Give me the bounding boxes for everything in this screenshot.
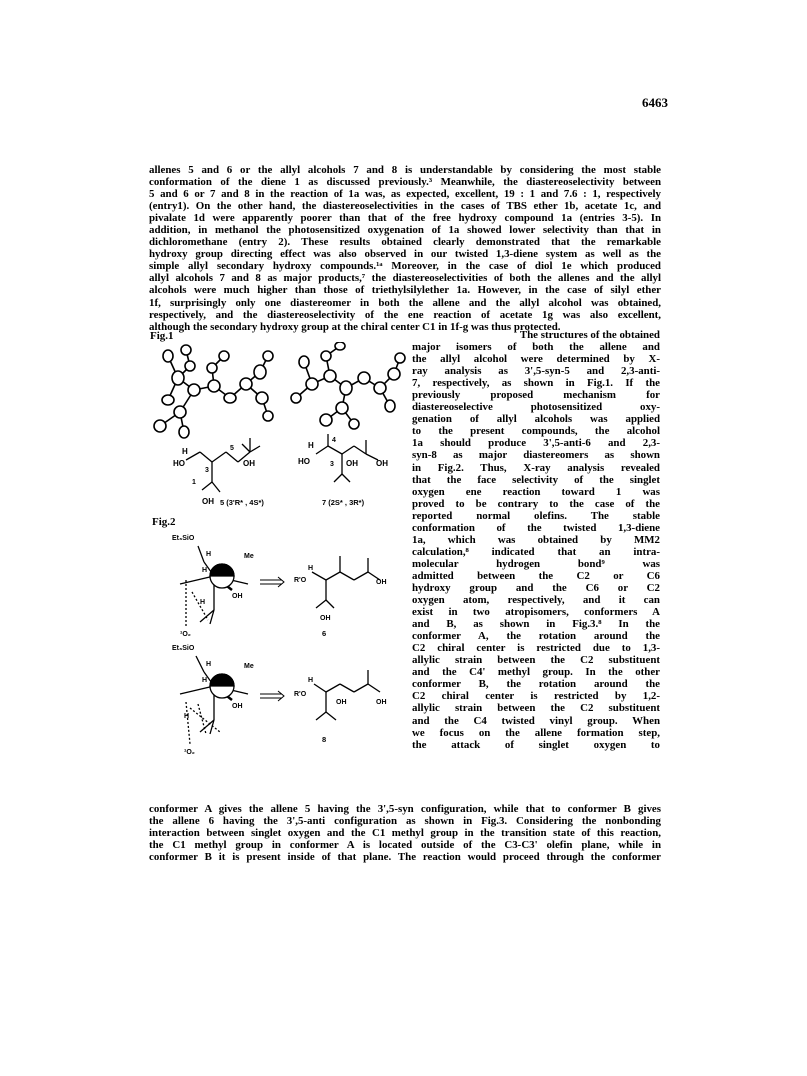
text-line: that the face selectivity of the singlet bbox=[412, 473, 660, 486]
text-line: allylic strain between the C2 substituent bbox=[412, 654, 660, 667]
conformer-top bbox=[180, 546, 248, 628]
text-line: conformation of the twisted 1,3-diene bbox=[412, 521, 660, 534]
label-oh: OH bbox=[232, 703, 243, 710]
text-line: 1a, which was obtained by MM2 bbox=[412, 533, 660, 546]
ortep-diagram-left bbox=[154, 345, 273, 438]
label-tes: Et₃SiO bbox=[172, 535, 195, 542]
label-oh: OH bbox=[320, 615, 331, 622]
text-line: interaction between singlet oxygen and the C1 methyl group in the transition state of this reaction, bbox=[149, 827, 661, 840]
text-line: C2 chiral center is restricted due to 1,3- bbox=[412, 642, 660, 655]
text-line: dichloromethane (entry 2). These results obtained clearly demonstrated that the remarkable bbox=[149, 236, 661, 249]
text-line: allyl alcohols 7 and 8 as major products,⁷ the diastereoselectivities of both the allenes and the allyl bbox=[149, 272, 661, 285]
label-3: 3 bbox=[330, 461, 334, 468]
label-h: H bbox=[206, 661, 212, 668]
product-6-structure bbox=[312, 556, 380, 608]
figure-1-label: Fig.1 bbox=[150, 330, 174, 342]
paragraph-right-column bbox=[412, 329, 660, 751]
text-line: allylic strain between the C2 substituent bbox=[412, 702, 660, 715]
label-h: H bbox=[200, 599, 206, 606]
text-line: the attack of singlet oxygen to bbox=[412, 738, 660, 751]
reaction-arrow bbox=[260, 577, 284, 587]
text-line: genation of allyl alcohols was applied bbox=[412, 413, 660, 426]
text-line: the C1 methyl group in conformer A is located outside of the C3-C3' olefin plane, while in bbox=[149, 839, 661, 852]
text-line: alcohols were much higher than those of triethylsilylether 1a. However, in the case of silyl ether bbox=[149, 284, 661, 297]
text-line: calculation,⁸ indicated that an intra- bbox=[412, 545, 660, 558]
text-line: in Fig.2. Thus, X-ray analysis revealed bbox=[412, 461, 660, 474]
label-h: H bbox=[308, 565, 314, 572]
text-line: conformation of the diene 1 as discussed previously.³ Meanwhile, the diastereoselectivity between bbox=[149, 176, 661, 189]
label-4: 4 bbox=[332, 437, 336, 444]
label-oh: OH bbox=[346, 459, 358, 468]
text-line: molecular hydrogen bond⁹ was bbox=[412, 557, 660, 570]
text-line: conformer A, the rotation around the bbox=[412, 630, 660, 643]
text-line: addition, in methanol the photosensitized oxygenation of 1a showed lower selectivity than that in bbox=[149, 224, 661, 237]
conformer-bottom bbox=[180, 656, 248, 744]
reaction-arrow bbox=[260, 691, 284, 701]
text-line: and the C4 twisted vinyl group. When bbox=[412, 714, 660, 727]
text-line: proved to be contrary to the case of the bbox=[412, 497, 660, 510]
label-h: H bbox=[308, 441, 314, 450]
label-3: 3 bbox=[205, 467, 209, 474]
compound-8: 8 bbox=[322, 735, 327, 744]
text-line: to the present compounds, the alcohol bbox=[412, 425, 660, 438]
label-h: H bbox=[308, 677, 314, 684]
label-r1o: R'O bbox=[294, 691, 307, 698]
label-oh: OH bbox=[243, 459, 255, 468]
text-line: and B, as shown in Fig.3.⁸ In the bbox=[412, 618, 660, 631]
label-h: H bbox=[206, 551, 212, 558]
product-8-structure bbox=[314, 670, 380, 720]
text-line: simple allyl secondary hydroxy compounds.¹ᵃ Moreover, in the case of diol 1e which produced bbox=[149, 260, 661, 273]
text-line: reported normal olefins. The stable bbox=[412, 509, 660, 522]
ortep-diagram-right bbox=[291, 342, 405, 429]
label-me: Me bbox=[244, 663, 254, 670]
label-1: 1 bbox=[192, 479, 196, 486]
text-line: conformer A gives the allene 5 having the 3',5-syn configuration, while that to conformer B gives bbox=[149, 803, 661, 815]
label-h: H bbox=[182, 447, 188, 456]
text-line: admitted between the C2 or C6 bbox=[412, 569, 660, 582]
figure-1 bbox=[150, 342, 412, 514]
label-h: H bbox=[202, 677, 208, 684]
label-ho: HO bbox=[298, 457, 310, 466]
text-line: major isomers of both the allene and bbox=[412, 341, 660, 354]
label-me: Me bbox=[244, 553, 254, 560]
text-line: previously proposed mechanism for bbox=[412, 389, 660, 402]
label-ho: HO bbox=[173, 459, 185, 468]
label-singlet-oxygen: ¹O₂ bbox=[184, 749, 195, 756]
text-line: pivalate 1d were apparently poorer than that of the free hydroxy compound 1a (entries 3-5). In bbox=[149, 212, 661, 225]
label-h: H bbox=[202, 567, 208, 574]
text-line: conformer B, the rotation around the bbox=[412, 678, 660, 691]
figure-2 bbox=[150, 528, 412, 800]
label-r1o: R'O bbox=[294, 577, 307, 584]
structure-7 bbox=[316, 434, 378, 482]
text-line: although the secondary hydroxy group at the chiral center C1 in 1f-g was thus protected. bbox=[149, 320, 561, 333]
text-line: the allene 6 having the 3',5-anti configuration as shown in Fig.3. Considering the nonbonding bbox=[149, 815, 661, 828]
text-line: conformer B it is present inside of that plane. The reaction would proceed through the conformer bbox=[149, 851, 661, 864]
text-line: allenes 5 and 6 or the allyl alcohols 7 and 8 is understandable by considering the most stable bbox=[149, 164, 661, 176]
text-line: C2 chiral center is restricted by 1,2- bbox=[412, 690, 660, 703]
label-oh: OH bbox=[376, 459, 388, 468]
label-5: 5 bbox=[230, 445, 234, 452]
figure-2-label: Fig.2 bbox=[152, 516, 176, 528]
label-oh: OH bbox=[376, 699, 387, 706]
page-number: 6463 bbox=[642, 95, 668, 110]
text-line: diastereoselective photosensitized oxy- bbox=[412, 401, 660, 414]
label-h: H bbox=[184, 713, 190, 720]
label-singlet-oxygen: ¹O₂ bbox=[180, 631, 191, 638]
text-line: 5 and 6 or 7 and 8 in the reaction of 1a was, as expected, excellent, 19 : 1 and 7.6 : 1, respectively bbox=[149, 188, 661, 201]
text-line: (entry1). On the other hand, the diastereoselectivities in the cases of TBS ether 1b, acetate 1c, and bbox=[149, 200, 661, 213]
text-line: The structures of the obtained bbox=[519, 329, 660, 341]
label-oh-bottom: OH bbox=[202, 497, 214, 506]
paragraph-bottom bbox=[149, 803, 661, 863]
text-line: oxygen ene reaction toward 1 was bbox=[412, 485, 660, 498]
text-line: ray analysis as 3',5-syn-5 and 2,3-anti- bbox=[412, 365, 660, 378]
text-line: oxygen atom, respectively, and it can bbox=[412, 594, 660, 607]
label-tes: Et₃SiO bbox=[172, 645, 195, 652]
text-line: syn-8 as major diastereomers as shown bbox=[412, 449, 660, 462]
caption-7: 7 (2S* , 3R*) bbox=[322, 498, 365, 507]
text-line: exist in two atropisomers, conformers A bbox=[412, 606, 660, 619]
text-line: 7, respectively, as shown in Fig.1. If the bbox=[412, 377, 660, 390]
paragraph-top bbox=[149, 164, 661, 333]
label-oh: OH bbox=[232, 593, 243, 600]
text-line: the allyl alcohol were determined by X- bbox=[412, 353, 660, 366]
caption-5: 5 (3'R* , 4S*) bbox=[220, 498, 264, 507]
text-line: respectively, and the diastereoselectivity of the ene reaction of acetate 1g was also excellent, bbox=[149, 308, 661, 321]
text-line: hydroxy group and the C6 or C2 bbox=[412, 581, 660, 594]
text-line: 1a should produce 3',5-anti-6 and 2,3- bbox=[412, 437, 660, 450]
label-oh: OH bbox=[336, 699, 347, 706]
compound-6: 6 bbox=[322, 629, 327, 638]
text-line: hydroxy group directing effect was also observed in our twisted 1,3-diene system as well as the bbox=[149, 248, 661, 261]
text-line: we focus on the allene formation step, bbox=[412, 726, 660, 739]
text-line: and the C4' methyl group. In the other bbox=[412, 666, 660, 679]
label-oh: OH bbox=[376, 579, 387, 586]
text-line: 1f, surprisingly only one diastereomer in both the allene and the allyl alcohol was obtained, bbox=[149, 296, 661, 309]
